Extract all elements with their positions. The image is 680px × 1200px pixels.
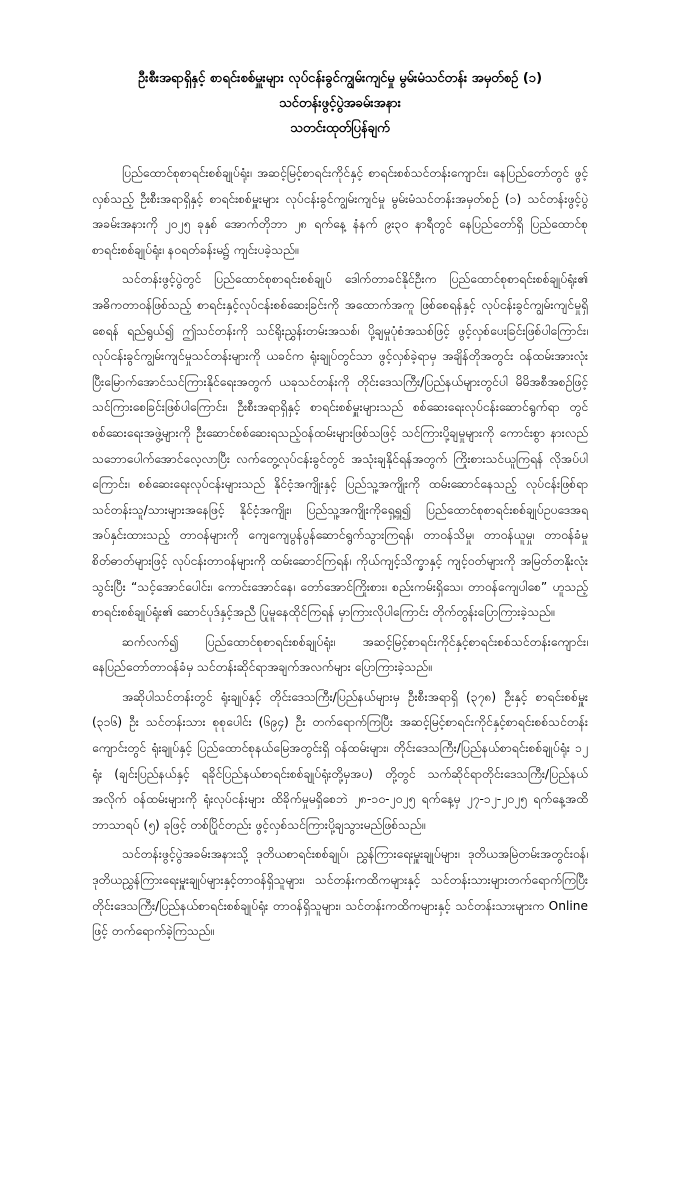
title-block	[92, 66, 588, 141]
paragraph-opening: ပြည်ထောင်စုစာရင်းစစ်ချုပ်ရုံး၊ အဆင့်မြင့်စာရင်းကိုင်နှင့် စာရင်းစစ်သင်တန်းကျောင်း၊ နေပြည်တော်တွင် ဖွင့်လှစ်သည့် ဦးစီးအရာရှိနှင့် စာရင်းစစ်မှူးများ လုပ်ငန်းခွင်ကျွမ်းကျင်မှု မွမ်းမံသင်တန်းအမှတ်စဉ် (၁) သင်တန်းဖွင့်ပွဲအခမ်းအနားကို ၂၀၂၅ ခုနှစ် အောက်တိုဘာ ၂၈ ရက်နေ့ နံနက် ၉း၃၀ နာရီတွင် နေပြည်တော်ရှိ ပြည်ထောင်စုစာရင်းစစ်ချုပ်ရုံး၊ နဝရတ်ခန်းမ၌ ကျင်းပခဲ့သည်။	[92, 166, 588, 257]
paragraph-speech: သင်တန်းဖွင့်ပွဲတွင် ပြည်ထောင်စုစာရင်းစစ်ချုပ် ဒေါက်တာခင်နိုင်ဦးက ပြည်ထောင်စုစာရင်းစစ်ချုပ်ရုံး၏ အဓိကတာဝန်ဖြစ်သည့် စာရင်းနှင့်လုပ်ငန်းစစ်ဆေးခြင်းကို အထောက်အကူ ဖြစ်စေရန်နှင့် လုပ်ငန်းခွင်ကျွမ်းကျင်မှုရှိစေရန် ရည်ရွယ်၍ ဤသင်တန်းကို သင်ရိုးညွှန်းတမ်းအသစ်၊ ပို့ချမှုပုံစံအသစ်ဖြင့် ဖွင့်လှစ်ပေးခြင်းဖြစ်ပါကြောင်း၊ လုပ်ငန်းခွင်ကျွမ်းကျင်မှုသင်တန်းများကို ယခင်က ရုံးချုပ်တွင်သာ ဖွင့်လှစ်ခဲ့ရာမှ အချိန်တိုအတွင်း ဝန်ထမ်းအားလုံး ပြီးမြောက်အောင်သင်ကြားနိုင်ရေးအတွက် ယခုသင်တန်းကို တိုင်းဒေသကြီး/ပြည်နယ်များတွင်ပါ မိမိအစီအစဉ်ဖြင့် သင်ကြားစေခြင်းဖြစ်ပါကြောင်း၊ ဦးစီးအရာရှိနှင့် စာရင်းစစ်မှူးများသည် စစ်ဆေးရေးလုပ်ငန်းဆောင်ရွက်ရာ တွင် စစ်ဆေးရေးအဖွဲ့များကို ဦးဆောင်စစ်ဆေးရသည့်ဝန်ထမ်းများဖြစ်သဖြင့် သင်ကြားပို့ချမှုများကို ကောင်းစွာ နားလည်သဘောပေါက်အောင်လေ့လာပြီး လက်တွေ့လုပ်ငန်းခွင်တွင် အသုံးချနိုင်ရန်အတွက် ကြိုးစားသင်ယူကြရန် လိုအပ်ပါကြောင်း၊ စစ်ဆေးရေးလုပ်ငန်းများသည် နိုင်ငံ့အကျိုးနှင့် ပြည်သူ့အကျိုးကို ထမ်းဆောင်နေသည့် လုပ်ငန်းဖြစ်ရာ သင်တန်းသူ/သားများအနေဖြင့် နိုင်ငံ့အကျိုး၊ ပြည်သူ့အကျိုးကိုရှေ့ရှု၍ ပြည်ထောင်စုစာရင်းစစ်ချုပ်ဥပဒေအရအပ်နှင်းထားသည့် တာဝန်များကို ကျေကျေပွန်ပွန်ဆောင်ရွက်သွားကြရန်၊ တာဝန်သိမှု၊ တာဝန်ယူမှု၊ တာဝန်ခံမှုစိတ်ဓာတ်များဖြင့် လုပ်ငန်းတာဝန်များကို ထမ်းဆောင်ကြရန်၊ ကိုယ်ကျင့်သိက္ခာနှင့် ကျင့်ဝတ်များကို အမြတ်တနိုးလုံးသွင်းပြီး “သင့်အောင်ပေါင်း၊ ကောင်းအောင်နေ၊ တော်အောင်ကြိုးစား၊ စည်းကမ်းရှိသေ၊ တာဝန်ကျေပါစေ” ဟူသည့် စာရင်းစစ်ချုပ်ရုံး၏ ဆောင်ပုဒ်နှင့်အညီ ပြုမူနေထိုင်ကြရန် မှာကြားလိုပါကြောင်း တိုက်တွန်းပြောကြားခဲ့သည်။	[92, 272, 588, 620]
paragraph-attendance: အဆိုပါသင်တန်းတွင် ရုံးချုပ်နှင့် တိုင်းဒေသကြီး/ပြည်နယ်များမှ ဦးစီးအရာရှိ (၃၇၈) ဦးနှင့် စာရင်းစစ်မှူး (၃၁၆) ဦး သင်တန်းသား စုစုပေါင်း (၆၉၄) ဦး တက်ရောက်ကြပြီး အဆင့်မြင့်စာရင်းကိုင်နှင့်စာရင်းစစ်သင်တန်းကျောင်းတွင် ရုံးချုပ်နှင့် ပြည်ထောင်စုနယ်မြေအတွင်းရှိ ဝန်ထမ်းများ၊ တိုင်းဒေသကြီး/ပြည်နယ်စာရင်းစစ်ချုပ်ရုံး ၁၂ ရုံး (ချင်းပြည်နယ်နှင့် ရခိုင်ပြည်နယ်စာရင်းစစ်ချုပ်ရုံးတို့မှအပ) တို့တွင် သက်ဆိုင်ရာတိုင်းဒေသကြီး/ပြည်နယ်အလိုက် ဝန်ထမ်းများကို ရုံးလုပ်ငန်းများ ထိခိုက်မှုမရှိစေဘဲ ၂၈-၁၀-၂၀၂၅ ရက်နေ့မှ ၂၇-၁၂-၂၀၂၅ ရက်နေ့အထိ ဘာသာရပ် (၅) ခုဖြင့် တစ်ပြိုင်တည်း ဖွင့်လှစ်သင်ကြားပို့ချသွားမည်ဖြစ်သည်။	[92, 689, 588, 832]
press-release-heading: သတင်းထုတ်ပြန်ချက်	[290, 121, 390, 136]
paragraph-attendees: သင်တန်းဖွင့်ပွဲအခမ်းအနားသို့ ဒုတိယစာရင်းစစ်ချုပ်၊ ညွှန်ကြားရေးမှူးချုပ်များ၊ ဒုတိယအမြဲတမ်းအတွင်းဝန်၊ ဒုတိယညွှန်ကြားရေးမှူးချုပ်များနှင့်တာဝန်ရှိသူများ၊ သင်တန်းကထိကများနှင့် သင်တန်းသားများတက်ရောက်ကြပြီး တိုင်းဒေသကြီး/ပြည်နယ်စာရင်းစစ်ချုပ်ရုံး တာဝန်ရှိသူများ၊ သင်တန်းကထိကများနှင့် သင်တန်းသားများက Online ဖြင့် တက်ရောက်ခဲ့ကြသည်။	[92, 847, 588, 939]
paragraph-course-info: ဆက်လက်၍ ပြည်ထောင်စုစာရင်းစစ်ချုပ်ရုံး၊ အဆင့်မြင့်စာရင်းကိုင်နှင့်စာရင်းစစ်သင်တန်းကျောင်း၊ နေပြည်တော်တာဝန်ခံမှ သင်တန်းဆိုင်ရာအချက်အလက်များ ပြောကြားခဲ့သည်။	[92, 634, 588, 675]
course-title: ဦးစီးအရာရှိနှင့် စာရင်းစစ်မှူးများ လုပ်ငန်းခွင်ကျွမ်းကျင်မှု မွမ်းမံသင်တန်း အမှတ်စဉ် (၁)	[137, 71, 543, 86]
ceremony-title: သင်တန်းဖွင့်ပွဲအခမ်းအနား	[279, 96, 401, 111]
